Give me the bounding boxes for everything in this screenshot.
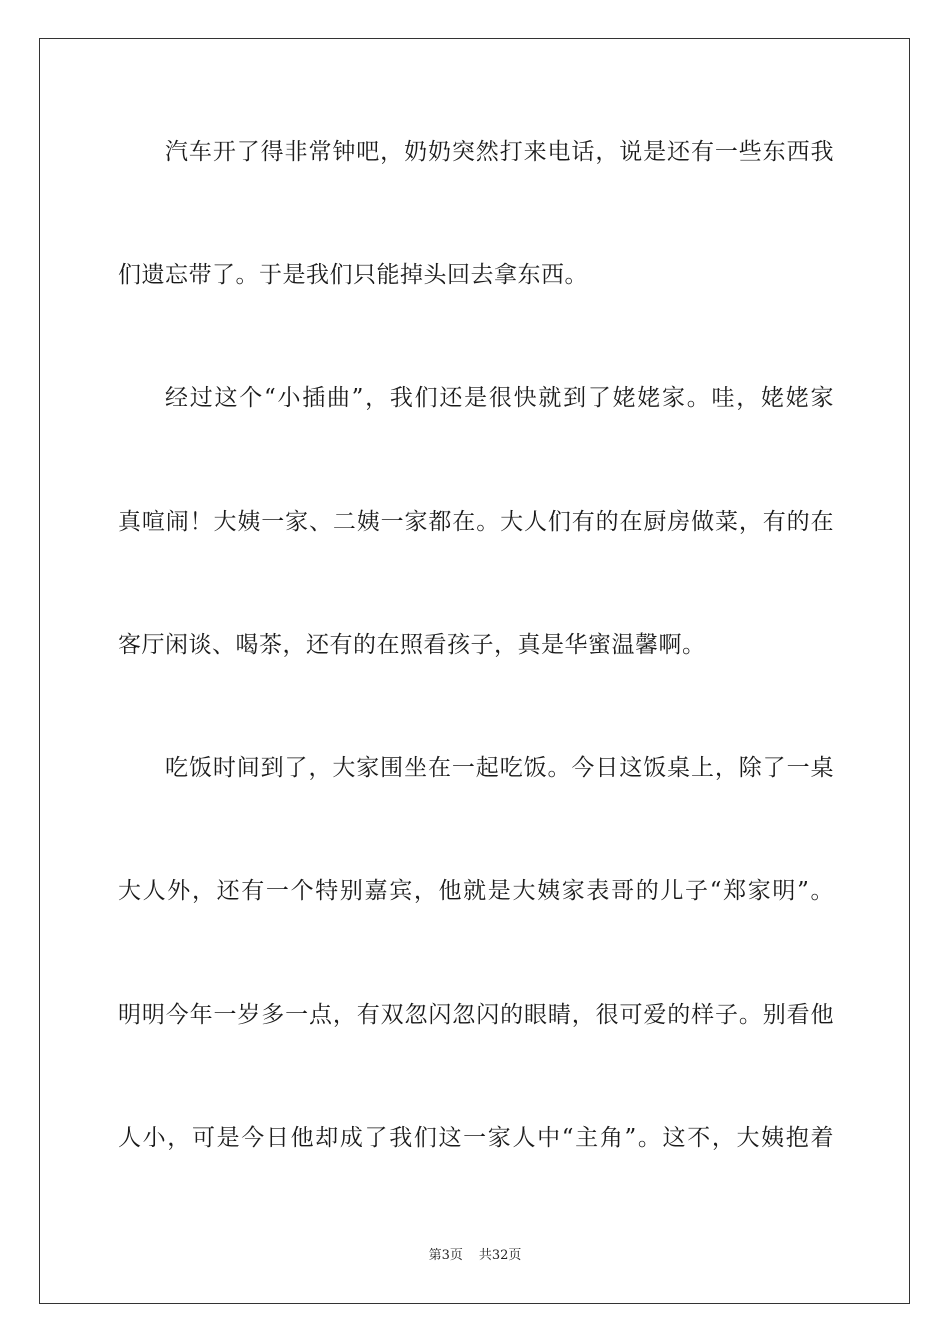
text-line: 经过这个“小插曲”，我们还是很快就到了姥姥家。哇，姥姥家 bbox=[165, 385, 834, 411]
text-line: 吃饭时间到了，大家围坐在一起吃饭。今日这饭桌上，除了一桌 bbox=[165, 755, 834, 781]
page-total: 共32页 bbox=[478, 1248, 522, 1263]
text-line: 客厅闲谈、喝茶，还有的在照看孩子，真是华蜜温馨啊。 bbox=[118, 632, 706, 658]
text-line: 人小，可是今日他却成了我们这一家人中“主角”。这不，大姨抱着 bbox=[118, 1125, 834, 1151]
page-border bbox=[39, 38, 910, 1304]
text-line: 明明今年一岁多一点，有双忽闪忽闪的眼睛，很可爱的样子。别看他 bbox=[118, 1002, 834, 1028]
text-line: 真喧闹！大姨一家、二姨一家都在。大人们有的在厨房做菜，有的在 bbox=[118, 509, 834, 535]
text-line: 大人外，还有一个特别嘉宾，他就是大姨家表哥的儿子“郑家明”。 bbox=[118, 878, 834, 904]
text-line: 汽车开了得非常钟吧，奶奶突然打来电话，说是还有一些东西我 bbox=[165, 139, 834, 165]
page-number: 第3页 bbox=[428, 1248, 463, 1263]
text-line: 们遗忘带了。于是我们只能掉头回去拿东西。 bbox=[118, 262, 588, 288]
page-footer bbox=[0, 1247, 950, 1265]
